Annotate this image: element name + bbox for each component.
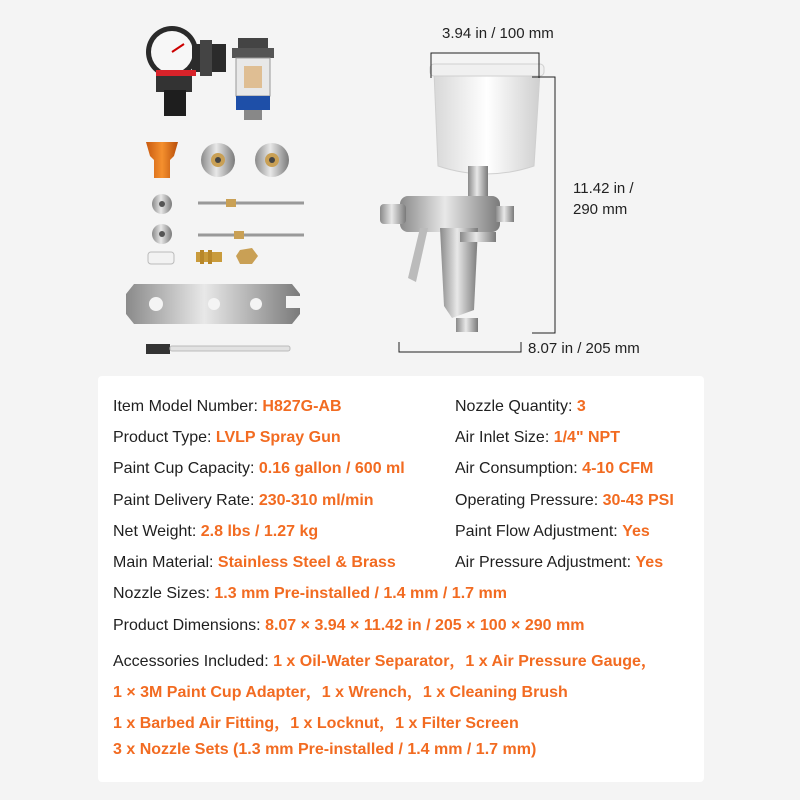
nozzle-tip-icon [152,194,172,244]
spec-value: LVLP Spray Gun [215,429,341,446]
spec-label: Operating Pressure: [455,492,603,509]
oil-water-separator-icon [232,38,274,120]
spec-label: Accessories Included: [113,653,274,670]
needle-icon [198,199,304,239]
spec-value: 8.07 × 3.94 × 11.42 in / 205 × 100 × 290 mm [265,617,585,634]
spec-value: 1 x Barbed Air Fitting，1 x Locknut，1 x Filter Screen [113,715,519,732]
spec-label: Paint Cup Capacity: [113,460,259,477]
wrench-icon [126,284,302,324]
accessories-line-4 [113,741,536,759]
filter-screen-icon [148,252,174,264]
nozzle-cap-icon [255,143,289,177]
accessories-line-3 [113,710,519,733]
spray-gun-icon [380,64,544,332]
locknut-icon [236,248,258,264]
spec-value: 2.8 lbs / 1.27 kg [200,523,319,540]
spec-air-consumption [455,460,653,478]
spec-label: Product Dimensions: [113,617,266,634]
spec-label: Main Material: [113,554,218,571]
width-label: 3.94 in / 100 mm [442,25,554,42]
spec-nozzle-quantity [455,398,586,416]
spec-label: Nozzle Quantity: [455,398,577,415]
spec-air-inlet-size [455,429,620,447]
spec-value: 1.3 mm Pre-installed / 1.4 mm / 1.7 mm [214,585,507,602]
spec-product-type [113,429,341,447]
spec-label: Net Weight: [113,523,201,540]
spec-label: Air Pressure Adjustment: [455,554,636,571]
spec-main-material [113,554,396,572]
spec-product-dimensions [113,617,584,635]
spec-value: Yes [635,554,664,571]
height-label-line1: 11.42 in / [573,180,634,197]
height-label-line2: 290 mm [573,201,628,218]
spec-value: 1 x Oil-Water Separator，1 x Air Pressure Gauge， [273,653,657,670]
spec-label: Nozzle Sizes: [113,585,215,602]
accessories-line-2 [113,679,568,702]
product-illustration-area [0,0,800,370]
spec-air-pressure-adjustment [455,554,663,572]
spec-value: Stainless Steel & Brass [217,554,396,571]
length-dimension-line [399,342,521,352]
spec-nozzle-sizes [113,585,507,603]
spec-label: Item Model Number: [113,398,263,415]
spec-value: H827G-AB [262,398,342,415]
spec-value: 4-10 CFM [582,460,654,477]
nozzle-cap-icon [201,143,235,177]
spec-operating-pressure [455,492,674,510]
cup-adapter-icon [146,142,178,178]
spec-value: 3 [576,398,586,415]
spec-paint-cup-capacity [113,460,405,478]
spec-value: 1/4" NPT [553,429,620,446]
spec-label: Air Consumption: [455,460,583,477]
length-label: 8.07 in / 205 mm [528,340,640,357]
spec-net-weight [113,523,318,541]
spec-label: Paint Delivery Rate: [113,492,259,509]
spec-paint-flow-adjustment [455,523,650,541]
spec-value: 230-310 ml/min [258,492,374,509]
spec-item-model-number [113,398,342,416]
spec-value: 30-43 PSI [602,492,674,509]
spec-value: 0.16 gallon / 600 ml [258,460,405,477]
spec-value: 1 × 3M Paint Cup Adapter，1 x Wrench，1 x Cleaning Brush [113,684,568,701]
spec-paint-delivery-rate [113,492,374,510]
spec-label: Air Inlet Size: [455,429,554,446]
spec-label: Paint Flow Adjustment: [455,523,623,540]
spec-value: 3 x Nozzle Sets (1.3 mm Pre-installed / 1.4 mm / 1.7 mm) [113,741,537,758]
barbed-air-fitting-icon [196,250,222,264]
product-illustration [0,0,800,370]
spec-accessories-included [113,648,657,671]
spec-label: Product Type: [113,429,216,446]
spec-value: Yes [622,523,650,540]
cleaning-brush-icon [146,344,290,354]
air-pressure-gauge-icon [146,26,226,116]
